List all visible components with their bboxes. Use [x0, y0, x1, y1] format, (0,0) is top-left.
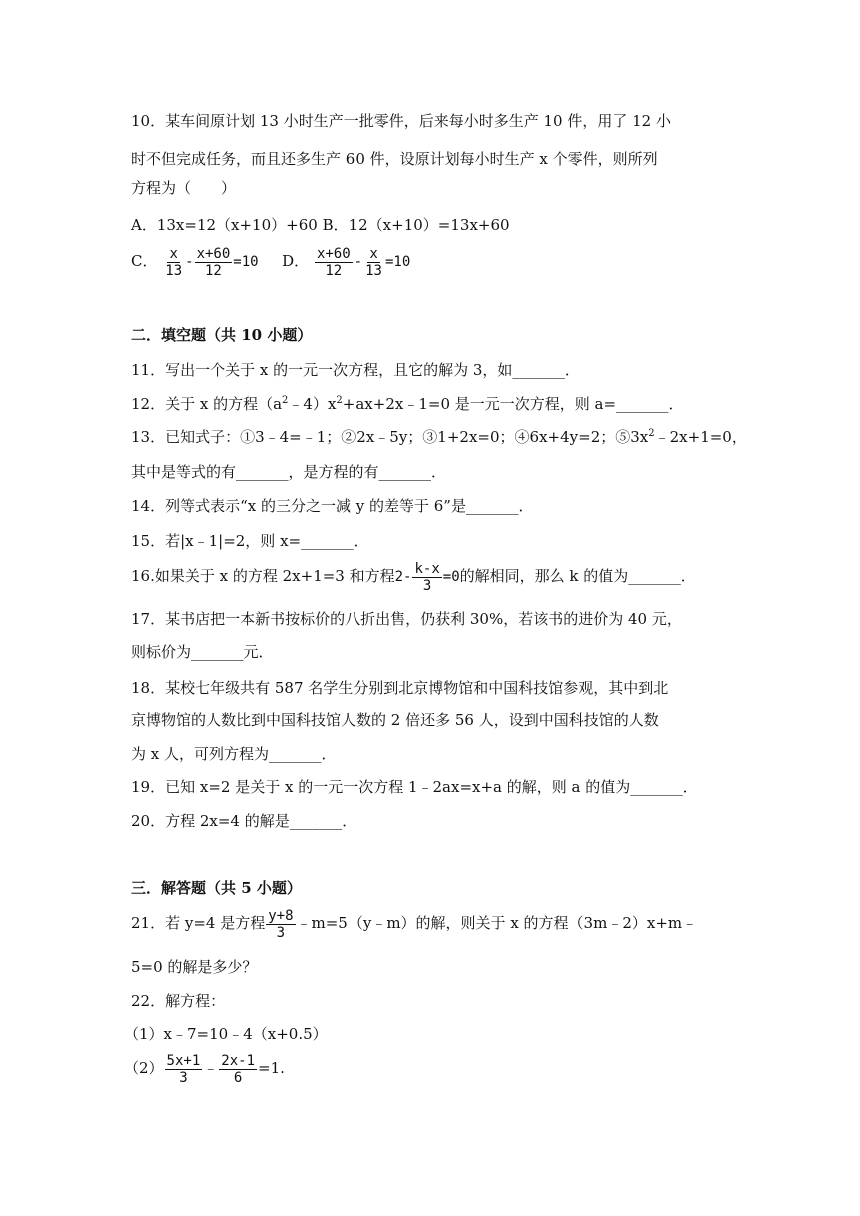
numerator: y+8: [268, 907, 294, 924]
numerator: x+60: [196, 245, 231, 262]
q10-line1: 10．某车间原计划 13 小时生产一批零件，后来每小时多生产 10 件，用了 12 小: [131, 112, 671, 130]
exponent: 2: [336, 395, 343, 406]
denominator: 13: [165, 262, 183, 279]
denominator: 13: [365, 262, 382, 279]
option-c-label: C．: [131, 252, 158, 270]
equals-ten: =10: [384, 254, 411, 270]
q17-line2: 则标价为_______元．: [131, 643, 274, 661]
q22-title: 22．解方程：: [131, 992, 226, 1010]
exponent: 2: [648, 428, 655, 439]
minus-sign: -: [353, 254, 363, 270]
fraction: [165, 1053, 203, 1086]
q10-options-ab: A．13x=12（x+10）+60 B．12（x+10）=13x+60: [131, 216, 510, 234]
fraction: [219, 1053, 257, 1086]
exponent: 2: [282, 395, 289, 406]
fraction: [163, 246, 184, 279]
equals-one: =1.: [258, 1059, 285, 1077]
fraction: [412, 561, 441, 594]
q22-part2: [124, 1051, 285, 1086]
q12-text-c: +ax+2x﹣1=0 是一元一次方程，则 a=_______．: [342, 395, 684, 413]
q13-line1: [131, 427, 747, 447]
q13-line2: 其中是等式的有_______，是方程的有_______．: [131, 463, 447, 481]
numerator: 2x-1: [221, 1052, 255, 1069]
part2-label: （2）: [124, 1059, 164, 1077]
q21-line2: 5=0 的解是多少？: [131, 958, 258, 976]
fraction: [315, 246, 353, 279]
q12-text-b: ﹣4）x: [288, 395, 337, 413]
q18-line3: 为 x 人，可列方程为_______．: [131, 745, 337, 763]
numerator: x+60: [316, 245, 351, 262]
q10-line3: 方程为（ ）: [131, 179, 237, 197]
fraction: [195, 246, 233, 279]
q13-text-a: 13．已知式子：①3﹣4=﹣1；②2x﹣5y；③1+2x=0；④6x+4y=2；⑤3x: [131, 428, 649, 446]
q16: [131, 559, 696, 594]
q21-text-a: 21．若 y=4 是方程: [131, 914, 266, 932]
minus-sign: -: [185, 254, 194, 270]
denominator: 3: [276, 924, 286, 941]
denominator: 3: [179, 1069, 188, 1086]
fraction: [363, 246, 384, 279]
q17-line1: 17．某书店把一本新书按标价的八折出售，仍获利 30%，若该书的进价为 40 元，: [131, 610, 682, 628]
q12: [131, 394, 684, 414]
option-d-label: D．: [282, 252, 310, 270]
q12-text-a: 12．关于 x 的方程（a: [131, 395, 283, 413]
q22-part1: （1）x﹣7=10﹣4（x+0.5）: [124, 1025, 328, 1043]
equals-ten: =10: [233, 254, 259, 270]
q21-text-b: ﹣m=5（y﹣m）的解，则关于 x 的方程（3m﹣2）x+m﹣: [296, 914, 698, 932]
q16-post: =0: [442, 569, 460, 585]
q16-text-a: 16.如果关于 x 的方程 2x+1=3 和方程: [131, 567, 395, 585]
q11: 11．写出一个关于 x 的一元一次方程，且它的解为 3，如_______．: [131, 361, 580, 379]
numerator: x: [369, 245, 378, 262]
q18-line2: 京博物馆的人数比到中国科技馆人数的 2 倍还多 56 人，设到中国科技馆的人数: [131, 711, 659, 729]
q10-line2: 时不但完成任务，而且还多生产 60 件，设原计划每小时生产 x 个零件，则所列: [131, 150, 658, 168]
denominator: 3: [422, 577, 432, 594]
denominator: 12: [325, 262, 343, 279]
numerator: k-x: [414, 560, 440, 577]
numerator: 5x+1: [166, 1052, 201, 1069]
q14: 14．列等式表示“x 的三分之一减 y 的差等于 6”是_______．: [131, 497, 534, 515]
section-solve-title: 三．解答题（共 5 小题）: [131, 879, 302, 897]
denominator: 12: [204, 262, 222, 279]
q18-line1: 18．某校七年级共有 587 名学生分别到北京博物馆和中国科技馆参观，其中到北: [131, 679, 669, 697]
q10-options-cd: [131, 244, 410, 279]
numerator: x: [169, 245, 178, 262]
q20: 20．方程 2x=4 的解是_______．: [131, 812, 358, 830]
minus-sign: ﹣: [203, 1059, 219, 1077]
q16-pre: 2-: [394, 569, 412, 585]
q13-text-b: ﹣2x+1=0，: [654, 428, 747, 446]
q15: 15．若|x﹣1|=2，则 x=_______．: [131, 532, 369, 550]
q16-text-b: 的解相同，那么 k 的值为_______．: [459, 567, 696, 585]
q21-line1: [131, 906, 697, 941]
q19: 19．已知 x=2 是关于 x 的一元一次方程 1﹣2ax=x+a 的解，则 a 的值为_______．: [131, 778, 698, 796]
denominator: 6: [233, 1069, 243, 1086]
fraction: [266, 908, 295, 941]
section-fill-in-title: 二．填空题（共 10 小题）: [131, 326, 313, 344]
